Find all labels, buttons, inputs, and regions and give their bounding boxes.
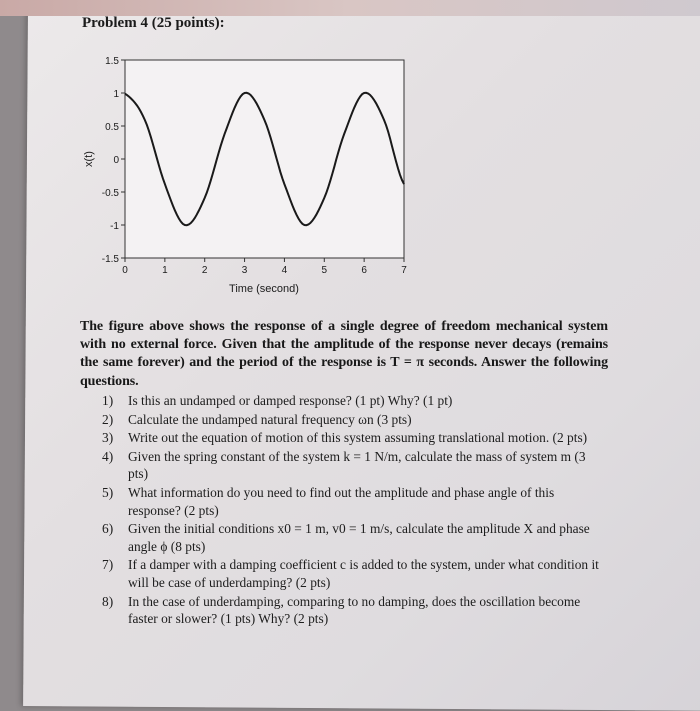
question-text: Given the spring constant of the system k = 1 N/m, calculate the mass of system m (3 pts) — [128, 448, 586, 482]
question-item — [102, 484, 607, 519]
question-text: Is this an undamped or damped response? (1 pt) Why? (1 pt) — [128, 393, 453, 408]
problem-statement: The figure above shows the response of a single degree of freedom mechanical system with no external force. Given that the amplitude of the response never decays (remains the same forever) and the period of the response is T = π seconds. Answer the following questions. — [80, 319, 608, 389]
question-number: 6) — [102, 521, 114, 537]
question-item — [102, 593, 607, 628]
question-number: 2) — [102, 411, 114, 427]
question-text: What information do you need to find out the amplitude and phase angle of this response? (2 pts) — [128, 484, 555, 518]
y-axis-label: x(t) — [83, 151, 95, 167]
question-item — [102, 448, 607, 483]
x-tick-label: 6 — [361, 265, 367, 276]
question-list — [102, 392, 607, 629]
question-number: 1) — [102, 393, 114, 408]
question-number: 3) — [102, 430, 114, 446]
question-text: Calculate the undamped natural frequency ωn (3 pts) — [128, 411, 412, 427]
x-tick-label: 7 — [401, 265, 407, 276]
x-tick-label: 3 — [241, 265, 248, 276]
question-text: Write out the equation of motion of this system assuming translational motion. (2 pts) — [128, 430, 588, 446]
question-number: 8) — [102, 593, 114, 609]
question-text: If a damper with a damping coefficient c is added to the system, under what condition it will be case of underdamping? (2 pts) — [128, 557, 599, 590]
y-tick-label: -0.5 — [101, 188, 119, 199]
y-tick-label: 1.5 — [105, 56, 119, 67]
x-tick-label: 1 — [162, 265, 168, 276]
question-number: 4) — [102, 448, 114, 464]
problem-title: Problem 4 (25 points): — [82, 15, 225, 31]
question-number: 5) — [102, 484, 114, 500]
question-item — [102, 429, 607, 447]
y-tick-label: -1 — [110, 221, 119, 232]
question-text: In the case of underdamping, comparing to no damping, does the oscillation become faster or slower? (1 pts) Why? (2 pts) — [128, 593, 581, 627]
x-tick-label: 0 — [122, 265, 128, 276]
question-item — [102, 411, 607, 429]
y-tick-label: 0 — [113, 155, 119, 166]
question-item — [102, 556, 607, 591]
question-text: Given the initial conditions x0 = 1 m, v0 = 1 m/s, calculate the amplitude X and phase angle ϕ (8 pts) — [128, 521, 590, 554]
question-item — [102, 392, 607, 410]
y-tick-label: 1 — [113, 89, 119, 100]
response-plot — [78, 52, 418, 302]
y-tick-label: -1.5 — [101, 254, 119, 265]
x-tick-label: 4 — [281, 265, 288, 276]
x-tick-label: 5 — [321, 265, 328, 276]
plot-area — [125, 60, 404, 258]
top-strip — [0, 0, 700, 16]
x-axis-label: Time (second) — [229, 283, 299, 295]
x-tick-label: 2 — [201, 265, 208, 276]
question-item — [102, 520, 607, 555]
question-number: 7) — [102, 557, 114, 573]
y-tick-label: 0.5 — [105, 122, 119, 133]
